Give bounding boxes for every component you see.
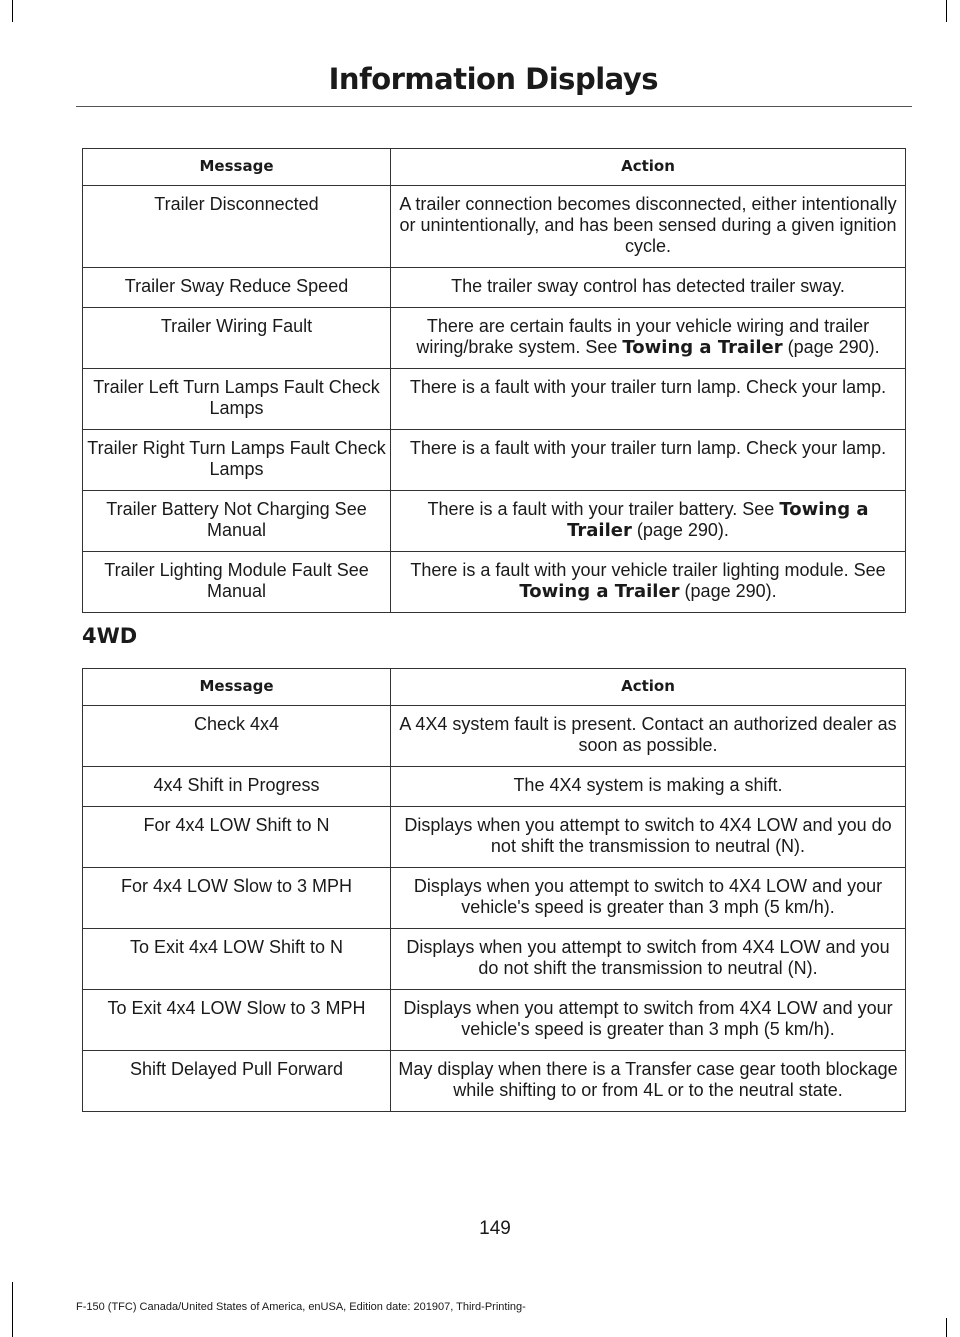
column-header-action: Action	[391, 669, 906, 706]
header-divider	[76, 106, 912, 107]
page-reference: (page 290).	[679, 581, 777, 601]
table-row	[83, 868, 906, 929]
crop-mark-bottom-right	[946, 1318, 947, 1337]
table-row	[83, 767, 906, 807]
footer-edition-info: F-150 (TFC) Canada/United States of America, enUSA, Edition date: 201907, Third-Printing-	[76, 1301, 526, 1313]
action-cell	[391, 491, 906, 552]
table-row	[83, 308, 906, 369]
table-row	[83, 807, 906, 868]
table-row	[83, 929, 906, 990]
message-cell: For 4x4 LOW Slow to 3 MPH	[83, 868, 391, 929]
crop-mark-top-left	[12, 0, 13, 22]
section-heading-4wd: 4WD	[82, 624, 138, 648]
action-cell: Displays when you attempt to switch to 4X4 LOW and you do not shift the transmission to neutral (N).	[391, 807, 906, 868]
message-cell: For 4x4 LOW Shift to N	[83, 807, 391, 868]
table-row	[83, 491, 906, 552]
trailer-messages-table	[82, 148, 906, 613]
action-cell: There is a fault with your trailer turn lamp. Check your lamp.	[391, 369, 906, 430]
cross-reference-link[interactable]: Towing a Trailer	[622, 337, 783, 358]
message-cell: Check 4x4	[83, 706, 391, 767]
table-row	[83, 552, 906, 613]
action-cell: A trailer connection becomes disconnected, either intentionally or unintentionally, and has been sensed during a given ignition cycle.	[391, 186, 906, 268]
4wd-messages-table	[82, 668, 906, 1112]
action-cell: Displays when you attempt to switch from 4X4 LOW and your vehicle's speed is greater than 3 mph (5 km/h).	[391, 990, 906, 1051]
table-row	[83, 369, 906, 430]
page-title: Information Displays	[328, 62, 658, 96]
table-row	[83, 706, 906, 767]
column-header-message: Message	[83, 669, 391, 706]
action-cell: May display when there is a Transfer case gear tooth blockage while shifting to or from 4L or to the neutral state.	[391, 1051, 906, 1112]
table-row	[83, 430, 906, 491]
message-cell: To Exit 4x4 LOW Slow to 3 MPH	[83, 990, 391, 1051]
action-cell: There is a fault with your trailer turn lamp. Check your lamp.	[391, 430, 906, 491]
action-cell: Displays when you attempt to switch to 4X4 LOW and your vehicle's speed is greater than 3 mph (5 km/h).	[391, 868, 906, 929]
message-cell: 4x4 Shift in Progress	[83, 767, 391, 807]
message-cell: Trailer Left Turn Lamps Fault Check Lamps	[83, 369, 391, 430]
action-text: There is a fault with your trailer battery. See	[427, 499, 780, 519]
page-number: 149	[479, 1218, 511, 1239]
page-reference: (page 290).	[631, 520, 729, 540]
action-text: There are certain faults in your vehicle wiring and trailer wiring/brake system. See	[416, 316, 870, 357]
message-cell: Trailer Right Turn Lamps Fault Check Lamps	[83, 430, 391, 491]
column-header-message: Message	[83, 149, 391, 186]
action-cell	[391, 552, 906, 613]
page-reference: (page 290).	[782, 337, 880, 357]
table-row	[83, 1051, 906, 1112]
message-cell: Trailer Battery Not Charging See Manual	[83, 491, 391, 552]
message-cell: Trailer Sway Reduce Speed	[83, 268, 391, 308]
cross-reference-link[interactable]: Towing a Trailer	[567, 499, 869, 541]
action-text: There is a fault with your vehicle trailer lighting module. See	[410, 560, 886, 580]
column-header-action: Action	[391, 149, 906, 186]
table-header-row	[83, 149, 906, 186]
action-cell: Displays when you attempt to switch from 4X4 LOW and you do not shift the transmission to neutral (N).	[391, 929, 906, 990]
action-cell: A 4X4 system fault is present. Contact an authorized dealer as soon as possible.	[391, 706, 906, 767]
crop-mark-top-right	[946, 0, 947, 22]
message-cell: Trailer Lighting Module Fault See Manual	[83, 552, 391, 613]
table-row	[83, 268, 906, 308]
action-cell: The trailer sway control has detected trailer sway.	[391, 268, 906, 308]
action-cell	[391, 308, 906, 369]
action-cell: The 4X4 system is making a shift.	[391, 767, 906, 807]
message-cell: To Exit 4x4 LOW Shift to N	[83, 929, 391, 990]
message-cell: Trailer Wiring Fault	[83, 308, 391, 369]
crop-mark-bottom-left	[12, 1282, 13, 1337]
table-header-row	[83, 669, 906, 706]
message-cell: Shift Delayed Pull Forward	[83, 1051, 391, 1112]
message-cell: Trailer Disconnected	[83, 186, 391, 268]
table-row	[83, 186, 906, 268]
cross-reference-link[interactable]: Towing a Trailer	[519, 581, 680, 602]
table-row	[83, 990, 906, 1051]
